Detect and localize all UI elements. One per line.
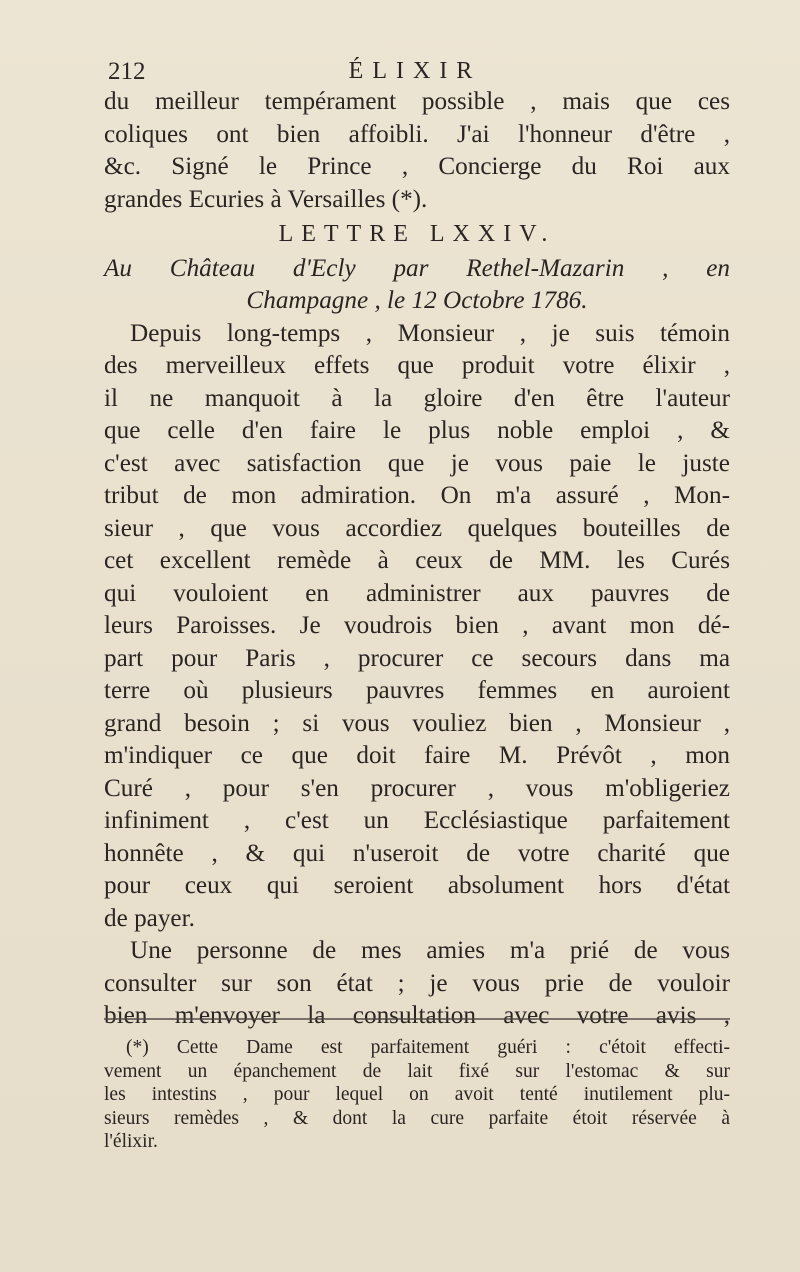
text-line: grand besoin ; si vous vouliez bien , Monsieur ,	[104, 709, 730, 737]
text-line: des merveilleux effets que produit votre élixir ,	[104, 352, 730, 379]
text-line: grandes Ecuries à Versailles (*).	[104, 185, 428, 213]
footnote-line: (*) Cette Dame est parfaitement guéri : c'étoit effecti-	[126, 1037, 730, 1058]
page-header	[108, 56, 722, 90]
text-line: du meilleur tempérament possible , mais que ces	[104, 88, 730, 115]
text-line: bien m'envoyer la consultation avec votre avis ,	[104, 1002, 730, 1029]
main-text	[104, 86, 730, 1033]
text-line: m'indiquer ce que doit faire M. Prévôt , mon	[104, 742, 730, 769]
text-line: de payer.	[104, 904, 195, 932]
text-line: infiniment , c'est un Ecclésiastique parfaitement	[104, 807, 730, 834]
text-line: pour ceux qui seroient absolument hors d'état	[104, 872, 730, 899]
footnote-divider	[104, 1018, 730, 1020]
text-line: cet excellent remède à ceux de MM. les Curés	[104, 547, 730, 574]
text-line: consulter sur son état ; je vous prie de vouloir	[104, 969, 730, 997]
text-line: sieur , que vous accordiez quelques bouteilles de	[104, 514, 730, 542]
letter-heading: LETTRE LXXIV.	[278, 221, 556, 247]
text-line: leurs Paroisses. Je voudrois bien , avant mon dé-	[104, 612, 730, 639]
footnote-line: sieurs remèdes , & dont la cure parfaite étoit réservée à	[104, 1107, 730, 1129]
letter-place-date: Champagne , le 12 Octobre 1786.	[246, 287, 588, 314]
text-line: il ne manquoit à la gloire d'en être l'auteur	[104, 384, 730, 412]
text-line: qui vouloient en administrer aux pauvres de	[104, 579, 730, 607]
footnote-line: les intestins , pour lequel on avoit tenté inutilement plu-	[104, 1084, 730, 1106]
footnote-line: l'élixir.	[104, 1131, 158, 1153]
text-line: c'est avec satisfaction que je vous paie le juste	[104, 449, 730, 477]
text-line: que celle d'en faire le plus noble emploi , &	[104, 417, 730, 444]
text-line: terre où plusieurs pauvres femmes en auroient	[104, 677, 730, 704]
text-line: &c. Signé le Prince , Concierge du Roi aux	[104, 153, 730, 180]
running-title: ÉLIXIR	[348, 58, 482, 84]
text-line: Depuis long-temps , Monsieur , je suis témoin	[130, 319, 730, 347]
text-line: Une personne de mes amies m'a prié de vous	[130, 937, 730, 964]
page-number: 212	[108, 58, 146, 85]
footnote-line: vement un épanchement de lait fixé sur l'estomac & sur	[104, 1060, 730, 1082]
letter-place-date: Au Château d'Ecly par Rethel-Mazarin , en	[104, 254, 730, 282]
text-line: Curé , pour s'en procurer , vous m'obligeriez	[104, 774, 730, 802]
text-line: part pour Paris , procurer ce secours dans ma	[104, 644, 730, 672]
text-line: tribut de mon admiration. On m'a assuré , Mon-	[104, 482, 730, 509]
text-line: coliques ont bien affoibli. J'ai l'honneur d'être ,	[104, 120, 730, 148]
footnote	[104, 1036, 730, 1154]
text-line: honnête , & qui n'useroit de votre charité que	[104, 839, 730, 867]
